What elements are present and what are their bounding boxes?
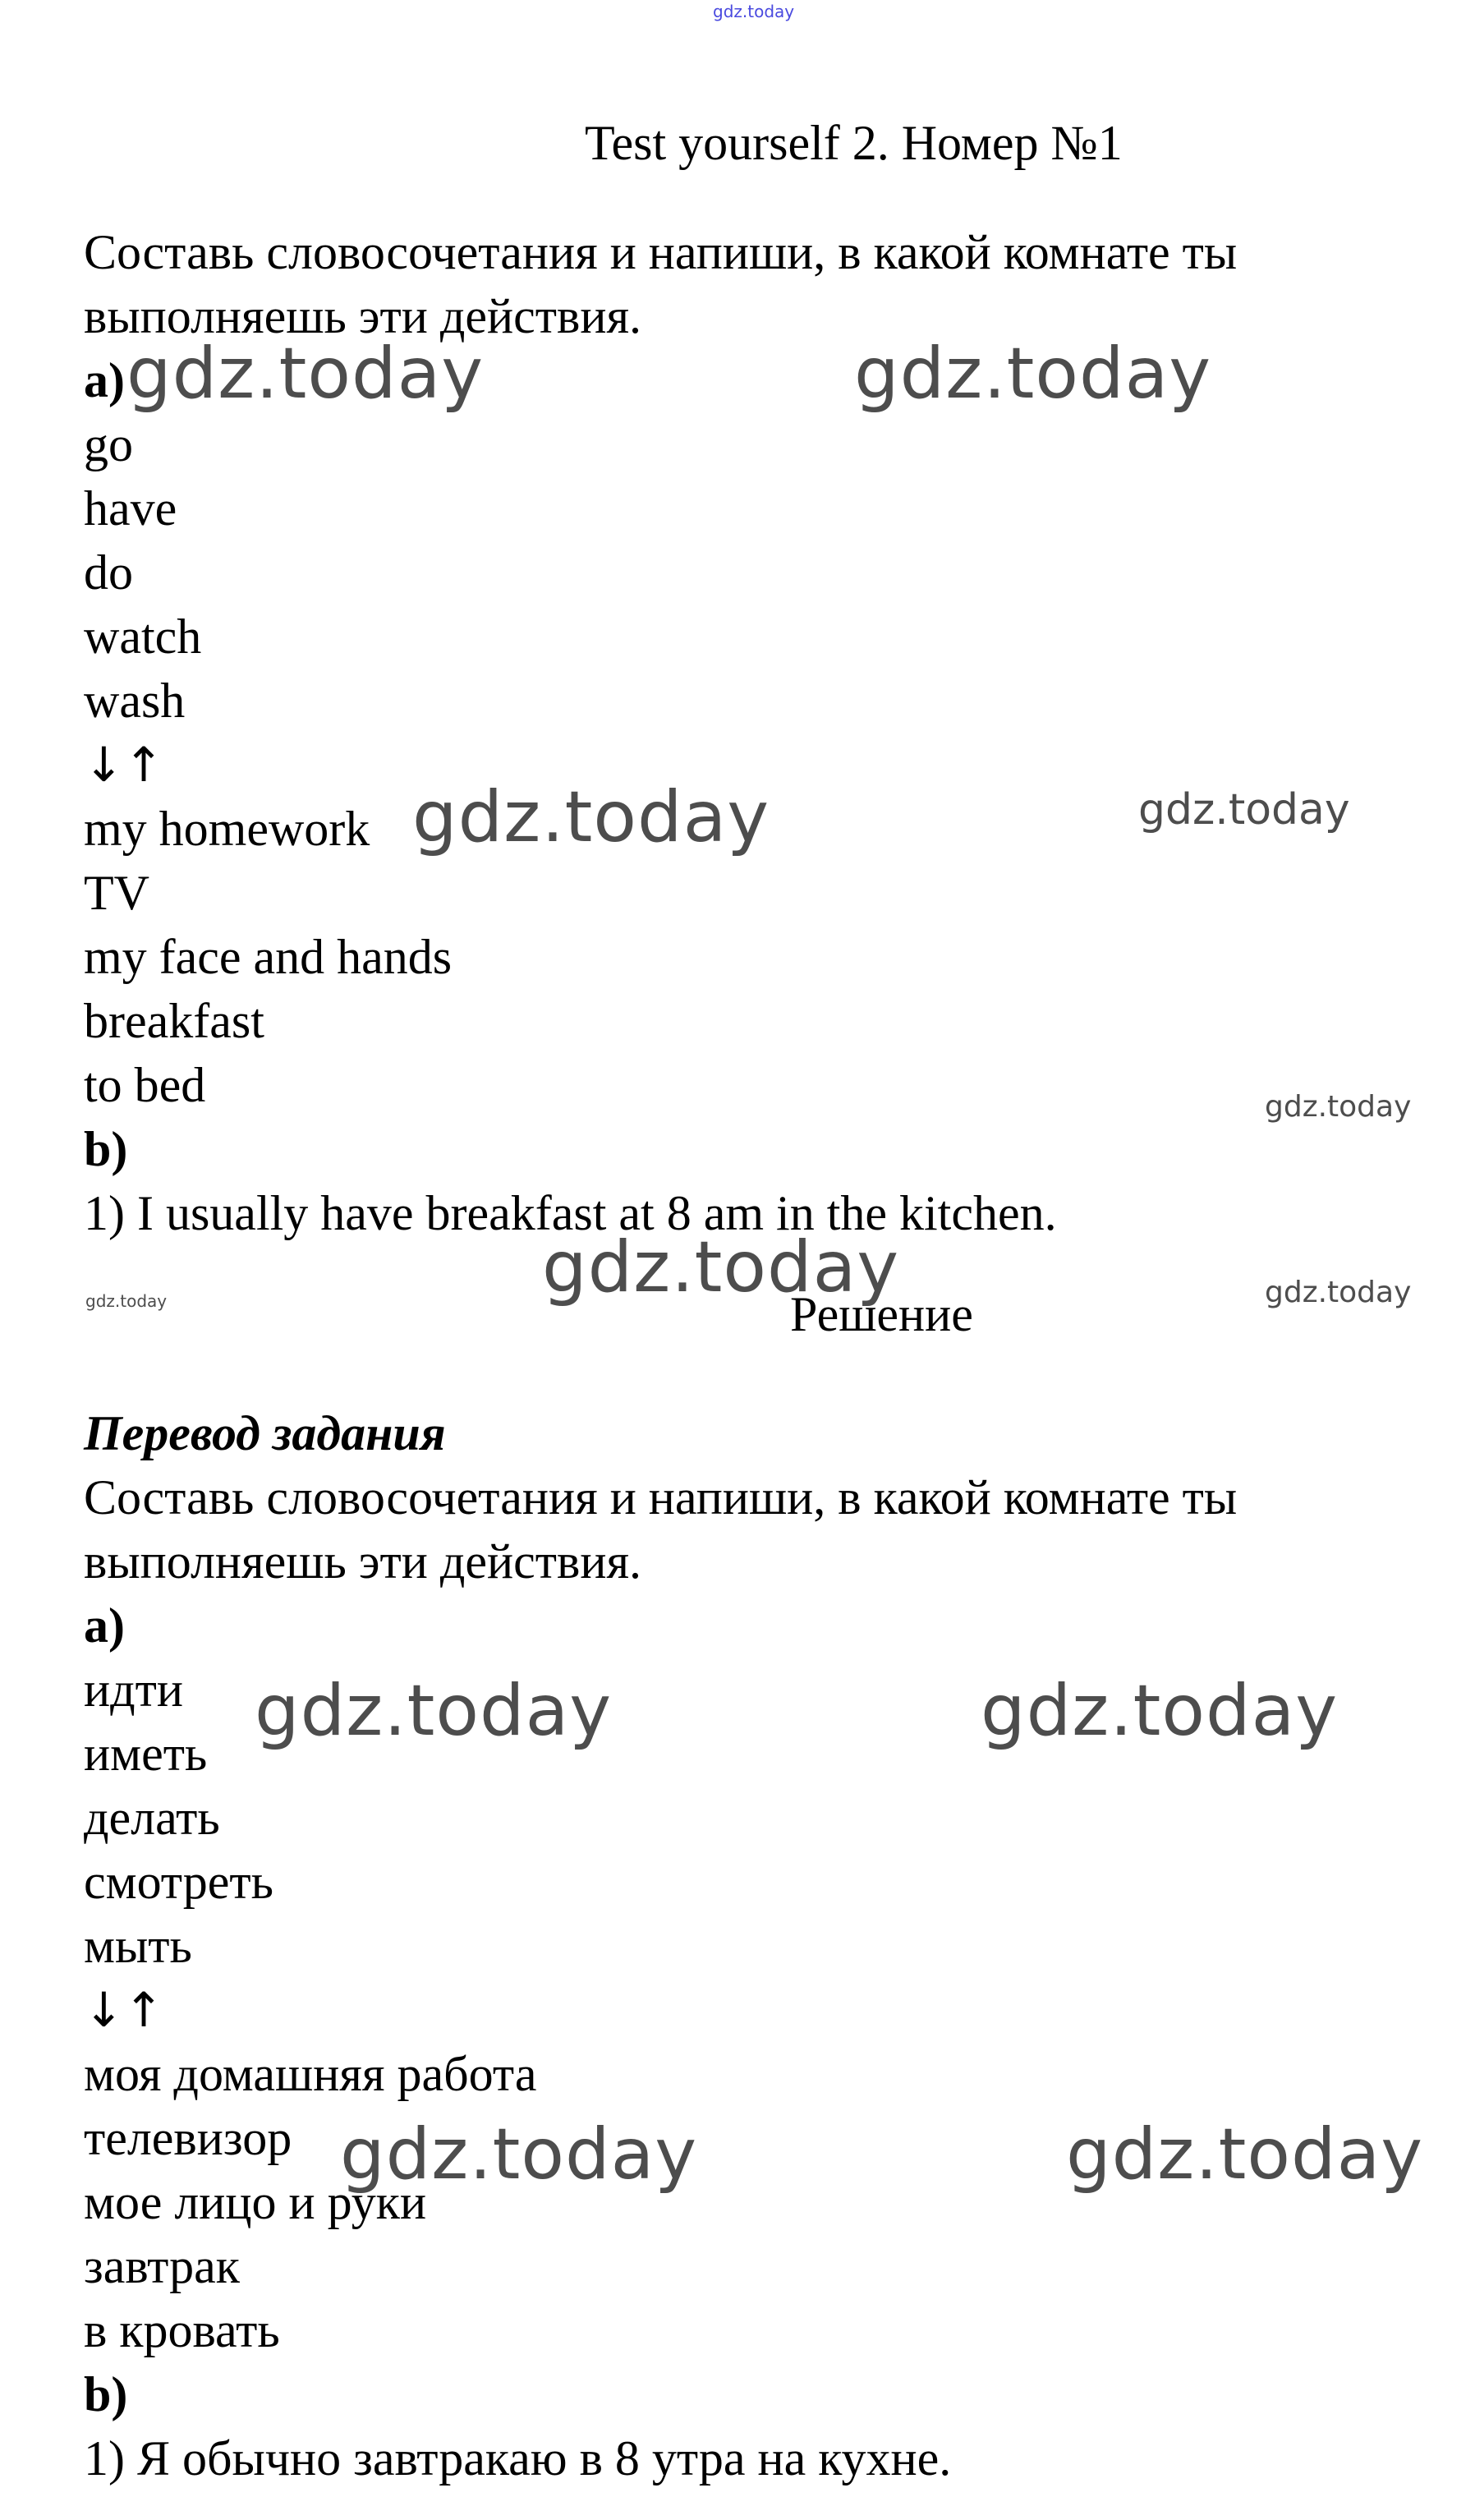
part-b-label: b): [84, 2367, 128, 2421]
watermark-text: gdz.today: [126, 333, 485, 415]
watermark-text: gdz.today: [1265, 1090, 1412, 1124]
task-instruction: [84, 220, 1439, 348]
object-item: TV: [84, 866, 149, 920]
verb-item: go: [84, 417, 133, 471]
object-item: breakfast: [84, 994, 264, 1048]
verb-item: мыть: [84, 1919, 192, 1973]
translation-instruction-line: выполняешь эти действия.: [84, 1534, 642, 1589]
object-item: my face and hands: [84, 930, 453, 984]
verb-item: иметь: [84, 1727, 208, 1781]
object-item: в кровать: [84, 2303, 280, 2357]
object-item: завтрак: [84, 2239, 240, 2293]
object-item: мое лицо и руки: [84, 2175, 427, 2229]
verb-item: watch: [84, 609, 202, 664]
part-a-label: a): [84, 1598, 125, 1653]
task-instruction-line: выполняешь эти действия.: [84, 289, 642, 343]
arrows-icon: ↓↑: [84, 737, 164, 793]
watermark-text: gdz.today: [854, 333, 1212, 415]
verb-item: wash: [84, 674, 186, 728]
verb-item: идти: [84, 1662, 183, 1717]
verb-item: do: [84, 545, 133, 600]
translation-instruction: [84, 1465, 1439, 1593]
translation-heading: Перевод задания: [84, 1406, 446, 1460]
watermark-text: gdz.today: [1138, 785, 1350, 835]
verb-item: have: [84, 481, 177, 536]
watermark-text: gdz.today: [1066, 2113, 1424, 2196]
watermark-text: gdz.today: [981, 1670, 1339, 1752]
translation-section: [84, 1401, 1439, 2490]
watermark-text: gdz.today: [542, 1226, 900, 1308]
watermark-text: gdz.today: [1265, 1276, 1412, 1309]
verb-item: смотреть: [84, 1855, 273, 1909]
task-section: [84, 220, 1439, 1245]
verb-item: делать: [84, 1791, 220, 1845]
task-instruction-line: Составь словосочетания и напиши, в какой комнате ты: [84, 225, 1238, 279]
watermark-text: gdz.today: [85, 1291, 168, 1311]
watermark-text: gdz.today: [713, 2, 795, 21]
arrows-icon: ↓↑: [84, 1982, 164, 2038]
example-sentence: 1) I usually have breakfast at 8 am in the kitchen.: [84, 1186, 1057, 1240]
page-title: Test yourself 2. Номер №1: [585, 116, 1123, 170]
solution-title: Решение: [790, 1287, 973, 1341]
watermark-text: gdz.today: [255, 1670, 613, 1752]
object-item: to bed: [84, 1058, 206, 1112]
object-item: my homework: [84, 802, 370, 856]
object-item: телевизор: [84, 2111, 292, 2165]
translation-instruction-line: Составь словосочетания и напиши, в какой комнате ты: [84, 1470, 1238, 1524]
part-b-label: b): [84, 1122, 128, 1176]
object-item: моя домашняя работа: [84, 2047, 537, 2101]
example-sentence: 1) Я обычно завтракаю в 8 утра на кухне.: [84, 2431, 952, 2486]
part-a-label: a): [84, 353, 125, 407]
watermark-text: gdz.today: [340, 2113, 698, 2196]
watermark-text: gdz.today: [412, 776, 770, 858]
